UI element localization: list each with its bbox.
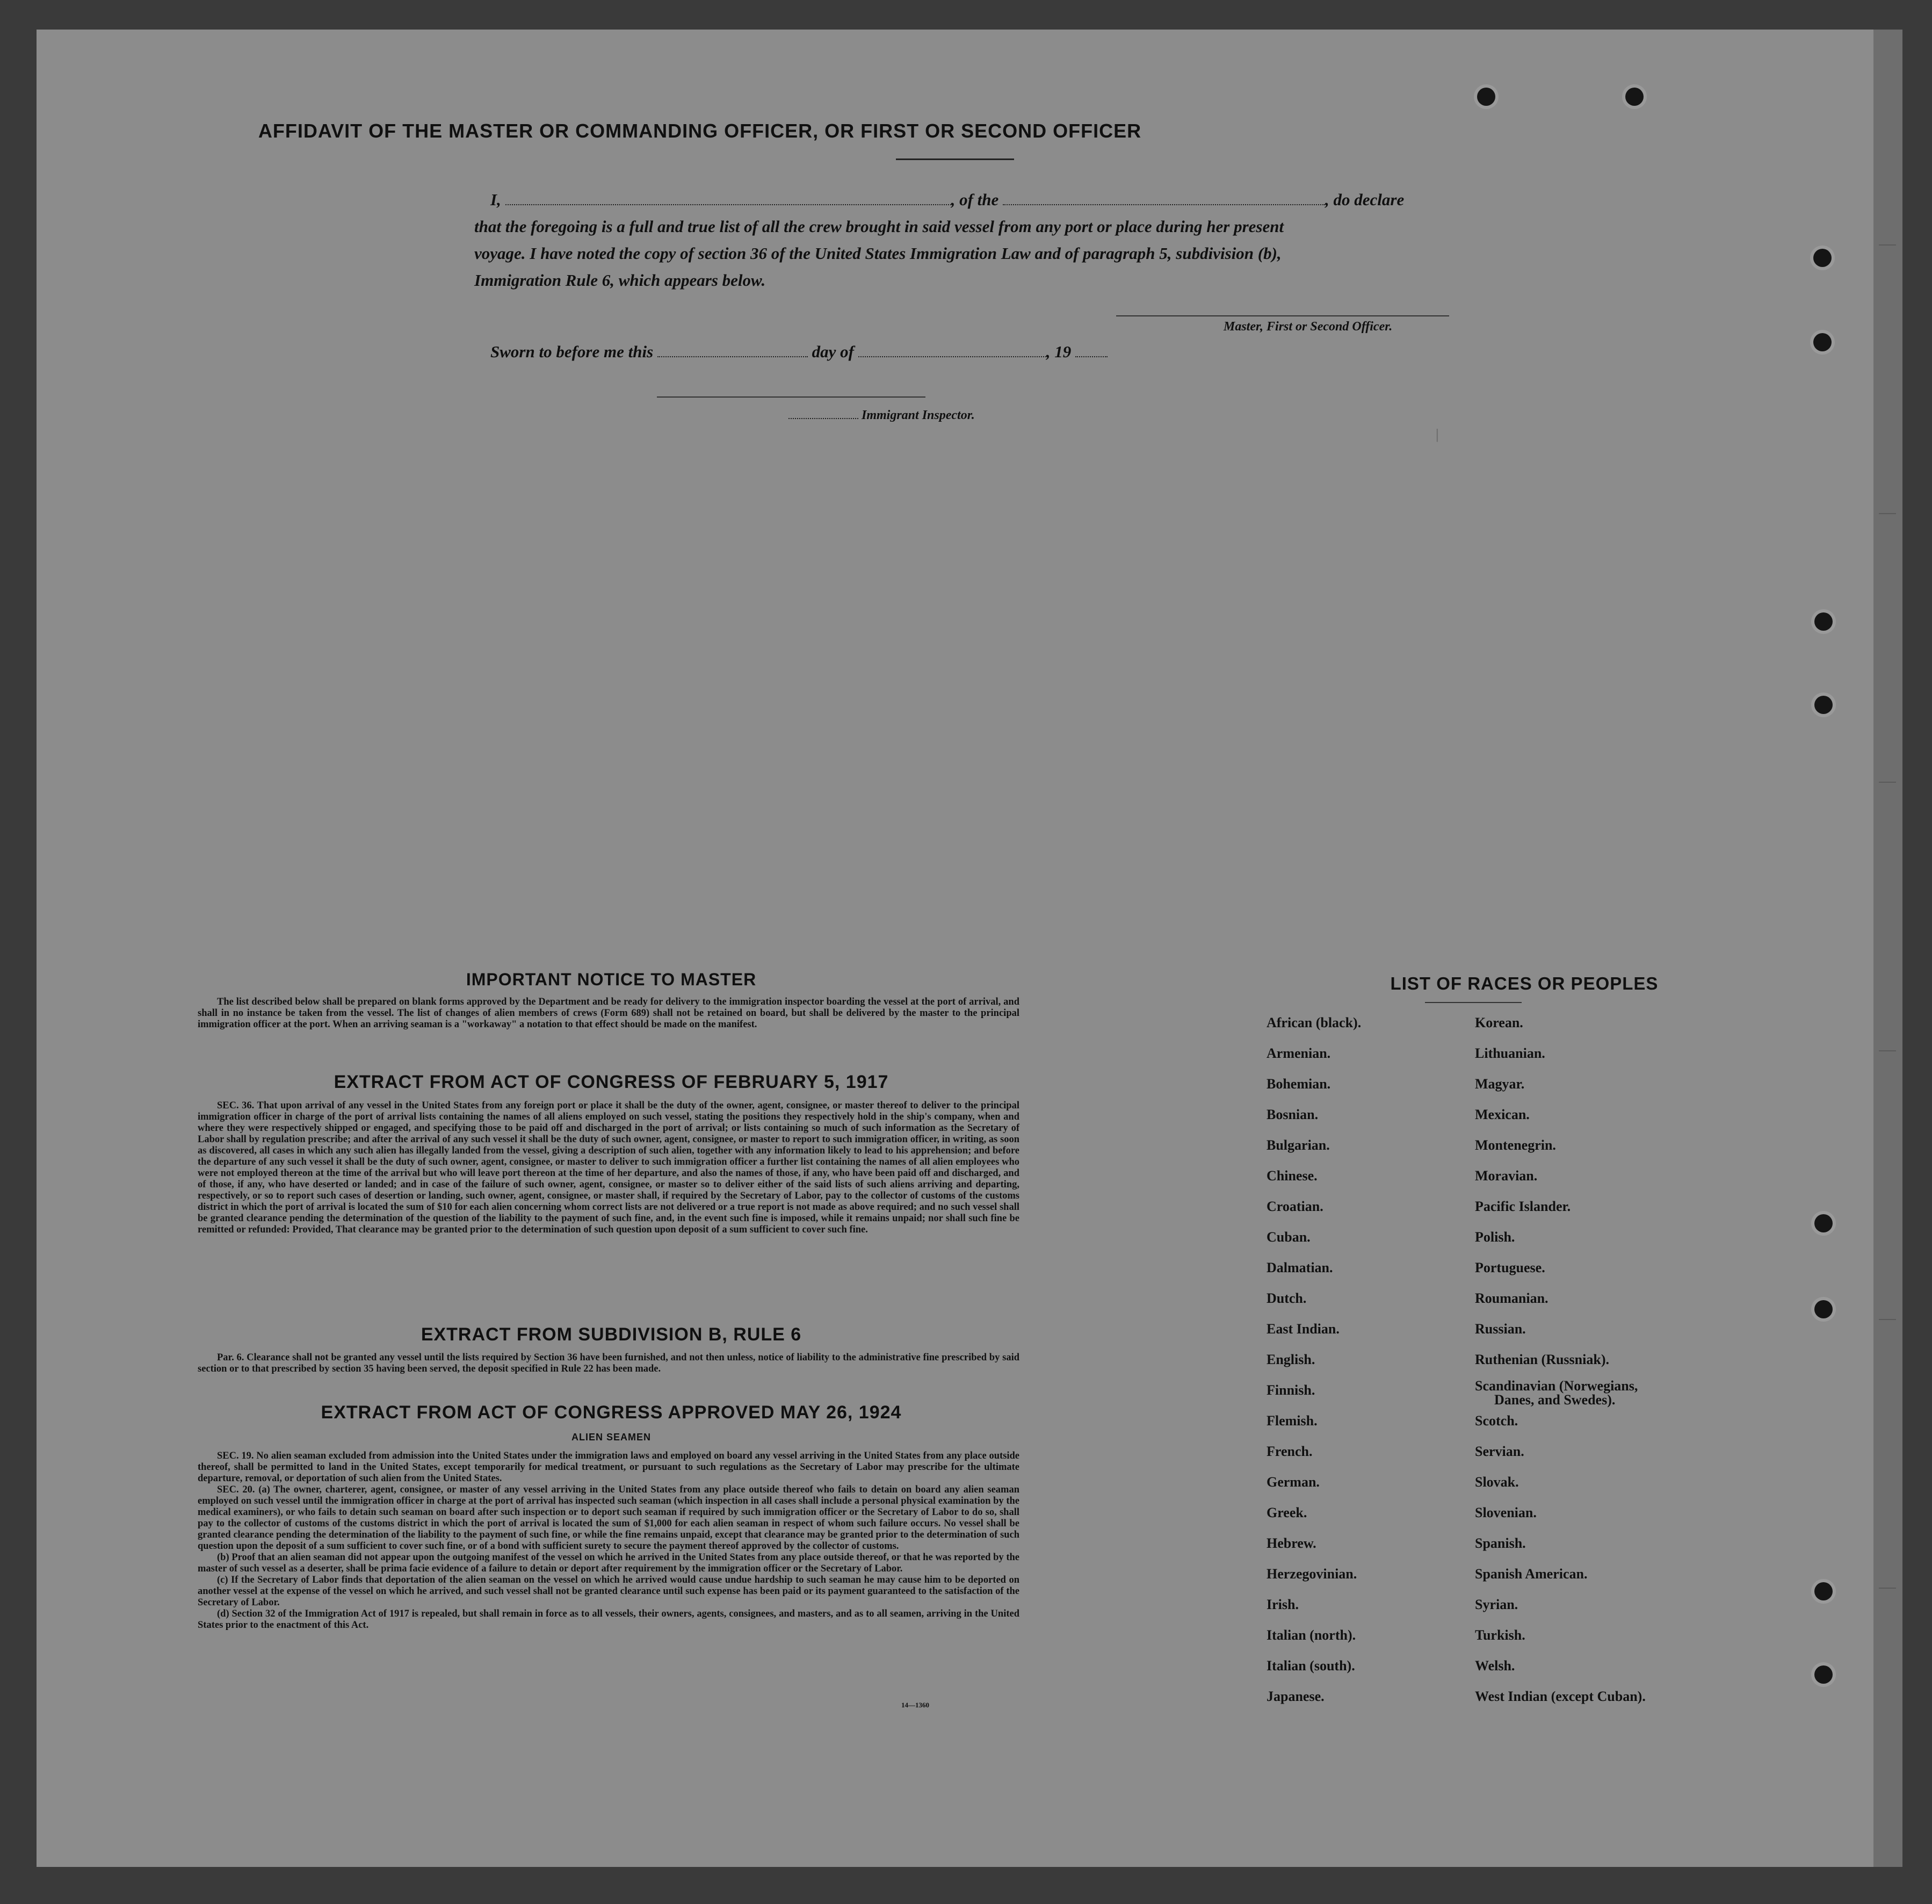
race-item: Slovenian. (1475, 1505, 1537, 1520)
notice-paragraph: The list described below shall be prepared on blank forms approved by the Department and be ready for delivery to the immigration inspector boarding the vessel at the port of arrival, and shall in no instance be taken from the vessel. The list of changes of alien members of crews (Form 689) shall not be retained on board, but shall be delivered by the master to the principal immigration officer at the port. When an arriving seaman is a "workaway" a notation to that effect should be made on the manifest. (198, 997, 1019, 1030)
declaration-i: I, (490, 190, 501, 209)
affidavit-title: AFFIDAVIT OF THE MASTER OR COMMANDING OFFICER, OR FIRST OR SECOND OFFICER (258, 120, 1142, 142)
edge-line (1879, 1319, 1896, 1320)
race-item: Italian (north). (1267, 1627, 1356, 1643)
punch-hole (1814, 612, 1833, 631)
race-item: Montenegrin. (1475, 1137, 1556, 1153)
edge-line (1879, 1050, 1896, 1051)
inspector-label-row (788, 408, 975, 423)
edge-line (1879, 513, 1896, 514)
punch-hole (1625, 88, 1644, 106)
race-item: Greek. (1267, 1505, 1307, 1520)
race-item: Flemish. (1267, 1413, 1318, 1429)
declaration-line-3: voyage. I have noted the copy of section 36 of the United States Immigration Law and of paragraph 5, subdivision (b), (474, 244, 1282, 263)
act1924-sec20b: (b) Proof that an alien seaman did not appear upon the outgoing manifest of the vessel on which he arrived in the United States from any place outside thereof, or that he was reported by the master of such vessel as a deserter, shall be prima facie evidence of a failure to detain or deport after requirement by the immigration officer or the Secretary of Labor. (198, 1552, 1019, 1574)
race-item: Scotch. (1475, 1413, 1518, 1429)
races-title: LIST OF RACES OR PEOPLES (1390, 973, 1659, 993)
race-item-scandinavian-cont: Danes, and Swedes). (1494, 1392, 1616, 1408)
race-item: Italian (south). (1267, 1658, 1355, 1674)
race-item: Pacific Islander. (1475, 1199, 1571, 1214)
punch-hole (1814, 1214, 1833, 1232)
declaration-of-the: , of the (951, 190, 999, 209)
race-item: English. (1267, 1352, 1315, 1367)
race-item (1475, 1375, 1646, 1408)
race-item: Cuban. (1267, 1229, 1311, 1245)
inspector-label: Immigrant Inspector. (862, 408, 975, 422)
sworn-month-blank (858, 344, 1046, 357)
race-item: Korean. (1475, 1015, 1523, 1030)
bleed-through-text: | (1433, 427, 1442, 443)
race-item: Finnish. (1267, 1382, 1315, 1398)
declaration-line-4: Immigration Rule 6, which appears below. (474, 271, 766, 290)
races-right-column (1475, 1007, 1646, 1712)
page-edge-strip (1873, 30, 1902, 1867)
race-item: Lithuanian. (1475, 1045, 1545, 1061)
act1917-text (198, 1100, 1019, 1236)
race-item: African (black). (1267, 1015, 1362, 1030)
punch-hole (1814, 1582, 1833, 1600)
edge-line (1879, 782, 1896, 783)
race-item: Russian. (1475, 1321, 1526, 1337)
edge-line (1879, 244, 1896, 246)
race-item: Chinese. (1267, 1168, 1318, 1184)
document-page (37, 30, 1873, 1867)
name-blank (505, 192, 951, 205)
punch-hole (1813, 333, 1832, 351)
edge-line (1879, 1588, 1896, 1589)
declaration-line-2: that the foregoing is a full and true list of all the crew brought in said vessel from any port or place during her present (474, 217, 1284, 236)
master-label: Master, First or Second Officer. (1224, 320, 1393, 334)
form-number: 14—1360 (901, 1701, 929, 1709)
race-item: Spanish. (1475, 1535, 1526, 1551)
sworn-day-of: day of (812, 342, 854, 361)
sworn-year: , 19 (1046, 342, 1072, 361)
sworn-day-blank (657, 344, 808, 357)
race-item: Herzegovinian. (1267, 1566, 1357, 1582)
race-item: Dutch. (1267, 1290, 1307, 1306)
vessel-blank (1003, 192, 1325, 205)
sworn-year-blank (1075, 344, 1108, 357)
inspector-signature-line (657, 396, 925, 398)
race-item: Welsh. (1475, 1658, 1515, 1674)
rule6-paragraph: Par. 6. Clearance shall not be granted any vessel until the lists required by Section 36 have been furnished, and not then unless, notice of liability to the administrative fine prescribed by said section or to that prescribed by section 35 having been served, the deposit specified in Rule 22 has been made. (198, 1352, 1019, 1374)
declaration-line-1 (490, 186, 1404, 213)
rule6-title: EXTRACT FROM SUBDIVISION B, RULE 6 (421, 1324, 802, 1345)
race-item: German. (1267, 1474, 1320, 1490)
rule6-text (198, 1352, 1019, 1375)
race-item-scandinavian: Scandinavian (Norwegians, (1475, 1378, 1638, 1394)
notice-title: IMPORTANT NOTICE TO MASTER (466, 970, 757, 989)
act1924-title: EXTRACT FROM ACT OF CONGRESS APPROVED MAY 26, 1924 (321, 1402, 902, 1423)
race-item: Roumanian. (1475, 1290, 1549, 1306)
act1917-title: EXTRACT FROM ACT OF CONGRESS OF FEBRUARY 5, 1917 (334, 1072, 889, 1092)
punch-hole (1813, 249, 1832, 267)
inspector-blank (788, 410, 858, 419)
race-item: Polish. (1475, 1229, 1515, 1245)
race-item: Syrian. (1475, 1597, 1518, 1612)
race-item: Armenian. (1267, 1045, 1331, 1061)
race-item: Hebrew. (1267, 1535, 1316, 1551)
act1924-sec20a: SEC. 20. (a) The owner, charterer, agent, consignee, or master of any vessel arriving in the United States from any place outside thereof who fails to detain on board any alien seaman employed on such vessel until the immigration officer in charge at the port of arrival has inspected such seaman (which inspection in all cases shall include a personal physical examination by the medical examiners), or who fails to detain such seaman on board after such inspection or to deport such seaman if required by such immigration officer or the Secretary of Labor to do so, shall pay to the collector of customs of the customs district in which the port of arrival is located the sum of $1,000 for each alien seaman in respect of whom such failure occurs. No vessel shall be granted clearance pending the determination of the liability to the payment of such fine, or while the fine remains unpaid, except that clearance may be granted prior to the determination of such question upon the deposit of a sum sufficient to cover such fine, or of a bond with sufficient surety to secure the payment thereof approved by the collector of customs. (198, 1484, 1019, 1552)
race-item: Irish. (1267, 1597, 1299, 1612)
act1924-subtitle: ALIEN SEAMEN (571, 1432, 651, 1443)
punch-hole (1477, 88, 1495, 106)
race-item: Servian. (1475, 1444, 1524, 1459)
title-rule (896, 158, 1014, 160)
race-item: Spanish American. (1475, 1566, 1588, 1582)
race-item: Moravian. (1475, 1168, 1538, 1184)
sworn-line (490, 338, 1108, 365)
race-item: French. (1267, 1444, 1313, 1459)
race-item: Slovak. (1475, 1474, 1519, 1490)
act1924-text (198, 1451, 1019, 1631)
race-item: Bosnian. (1267, 1107, 1319, 1122)
race-item: Ruthenian (Russniak). (1475, 1352, 1609, 1367)
race-item: Bohemian. (1267, 1076, 1331, 1092)
race-item: Dalmatian. (1267, 1260, 1333, 1275)
sworn-prefix: Sworn to before me this (490, 342, 654, 361)
race-item: Magyar. (1475, 1076, 1525, 1092)
race-item: Portuguese. (1475, 1260, 1545, 1275)
notice-text (198, 997, 1019, 1030)
punch-hole (1814, 696, 1833, 714)
act1924-sec19: SEC. 19. No alien seaman excluded from admission into the United States under the immigration laws and employed on board any vessel arriving in the United States from any place outside thereof, shall be permitted to land in the United States, except temporarily for medical treatment, or pursuant to such regulations as the Secretary of Labor may prescribe for the ultimate departure, removal, or deportation of such alien from the United States. (198, 1451, 1019, 1484)
race-item: Turkish. (1475, 1627, 1525, 1643)
race-item: Mexican. (1475, 1107, 1530, 1122)
act1917-paragraph: SEC. 36. That upon arrival of any vessel in the United States from any foreign port or place it shall be the duty of the owner, agent, consignee, or master thereof to deliver to the principal immigration officer in charge of the port of arrival lists containing the names of all aliens employed on such vessel, stating the positions they respectively hold in the ship's company, when and where they were respectively shipped or engaged, and specifying those to be paid off and discharged in the port of arrival; or lists containing so much of such information as the Secretary of Labor shall by regulation prescribe; and after the arrival of any such vessel it shall be the duty of such owner, agent, consignee, or master to report to such immigration officer, in writing, as soon as discovered, all cases in which any such alien has illegally landed from the vessel, giving a description of such alien, together with any information likely to lead to his apprehension; and before the departure of any such vessel it shall be the duty of such owner, agent, consignee, or master to deliver to such immigration officer a further list containing the names of all alien employees who were not employed thereon at the time of the arrival but who will leave port thereon at the time of her departure, and also the names of those, if any, who have been paid off and discharged, and of those, if any, who have deserted or landed; and in case of the failure of such owner, agent, consignee, or master so to deliver either of the said lists of such aliens arriving and departing, respectively, or so to report such cases of desertion or landing, such owner, agent, consignee, or master shall, if required by the Secretary of Labor, pay to the collector of customs of the customs district in which the port of arrival is located the sum of $10 for each alien concerning whom correct lists are not delivered or a true report is not made as above required; and no such vessel shall be granted clearance pending the determination of the question of the liability to the payment of such fine, and, in the event such fine is imposed, while it remains unpaid; nor shall such fine be remitted or refunded: Provided, That clearance may be granted prior to the determination of such question upon deposit of a sum sufficient to cover such fine. (198, 1100, 1019, 1235)
races-left-column (1267, 1007, 1361, 1712)
race-item: West Indian (except Cuban). (1475, 1689, 1646, 1704)
act1924-sec20c: (c) If the Secretary of Labor finds that deportation of the alien seaman on the vessel on which he arrived would cause undue hardship to such seaman he may cause him to be deported on another vessel at the expense of the vessel on which he arrived, and such vessel shall not be granted clearance until such expense has been paid or its payment guaranteed to the satisfaction of the Secretary of Labor. (198, 1575, 1019, 1608)
race-item: Bulgarian. (1267, 1137, 1330, 1153)
declaration-declare: , do declare (1325, 190, 1405, 209)
master-signature-line (1116, 315, 1449, 316)
race-item: Japanese. (1267, 1689, 1325, 1704)
act1924-sec20d: (d) Section 32 of the Immigration Act of 1917 is repealed, but shall remain in force as to all vessels, their owners, agents, consignees, and masters, and as to all seamen, arriving in the United States prior to the enactment of this Act. (198, 1609, 1019, 1631)
races-title-rule (1425, 1002, 1522, 1003)
punch-hole (1814, 1300, 1833, 1318)
race-item: Croatian. (1267, 1199, 1323, 1214)
race-item: East Indian. (1267, 1321, 1340, 1337)
punch-hole (1814, 1665, 1833, 1684)
